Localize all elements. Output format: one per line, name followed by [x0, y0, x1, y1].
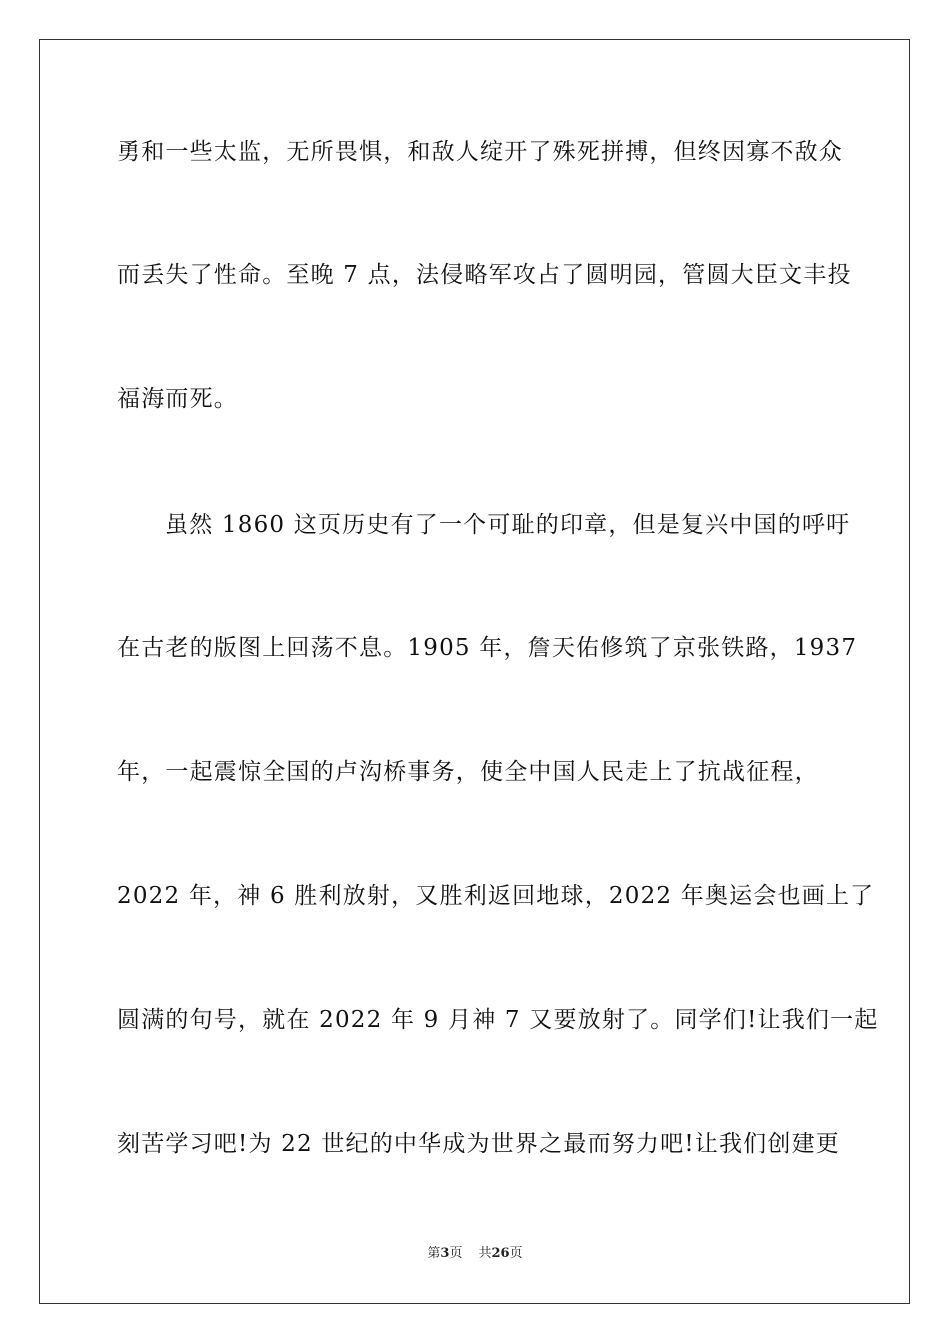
body-line-3: 福海而死。 — [117, 386, 238, 412]
body-line-6: 年，一起震惊全国的卢沟桥事务，使全中国人民走上了抗战征程， — [117, 759, 819, 785]
body-line-9: 刻苦学习吧!为 22 世纪的中华成为世界之最而努力吧!让我们创建更 — [117, 1131, 840, 1157]
body-line-2: 而丢失了性命。至晚 7 点，法侵略军攻占了圆明园，管圆大臣文丰投 — [117, 262, 852, 288]
page-footer — [0, 1246, 950, 1262]
body-line-5: 在古老的版图上回荡不息。1905 年，詹天佑修筑了京张铁路，1937 — [117, 635, 858, 661]
body-line-7: 2022 年，神 6 胜利放射，又胜利返回地球，2022 年奥运会也画上了 — [117, 883, 875, 909]
footer-total-suffix: 页 — [509, 1246, 523, 1261]
footer-page-number: 3 — [440, 1246, 450, 1261]
body-line-4: 虽然 1860 这页历史有了一个可耻的印章，但是复兴中国的呼吁 — [165, 512, 851, 538]
footer-page-suffix: 页 — [449, 1246, 463, 1261]
footer-total-pages: 26 — [491, 1246, 510, 1261]
body-line-1: 勇和一些太监，无所畏惧，和敌人绽开了殊死拼搏，但终因寡不敌众 — [117, 139, 843, 165]
page-border — [39, 39, 910, 1304]
footer-page-prefix: 第 — [427, 1246, 441, 1261]
footer-total-prefix: 共 — [478, 1246, 492, 1261]
body-line-8: 圆满的句号，就在 2022 年 9 月神 7 又要放射了。同学们!让我们一起 — [117, 1007, 879, 1033]
